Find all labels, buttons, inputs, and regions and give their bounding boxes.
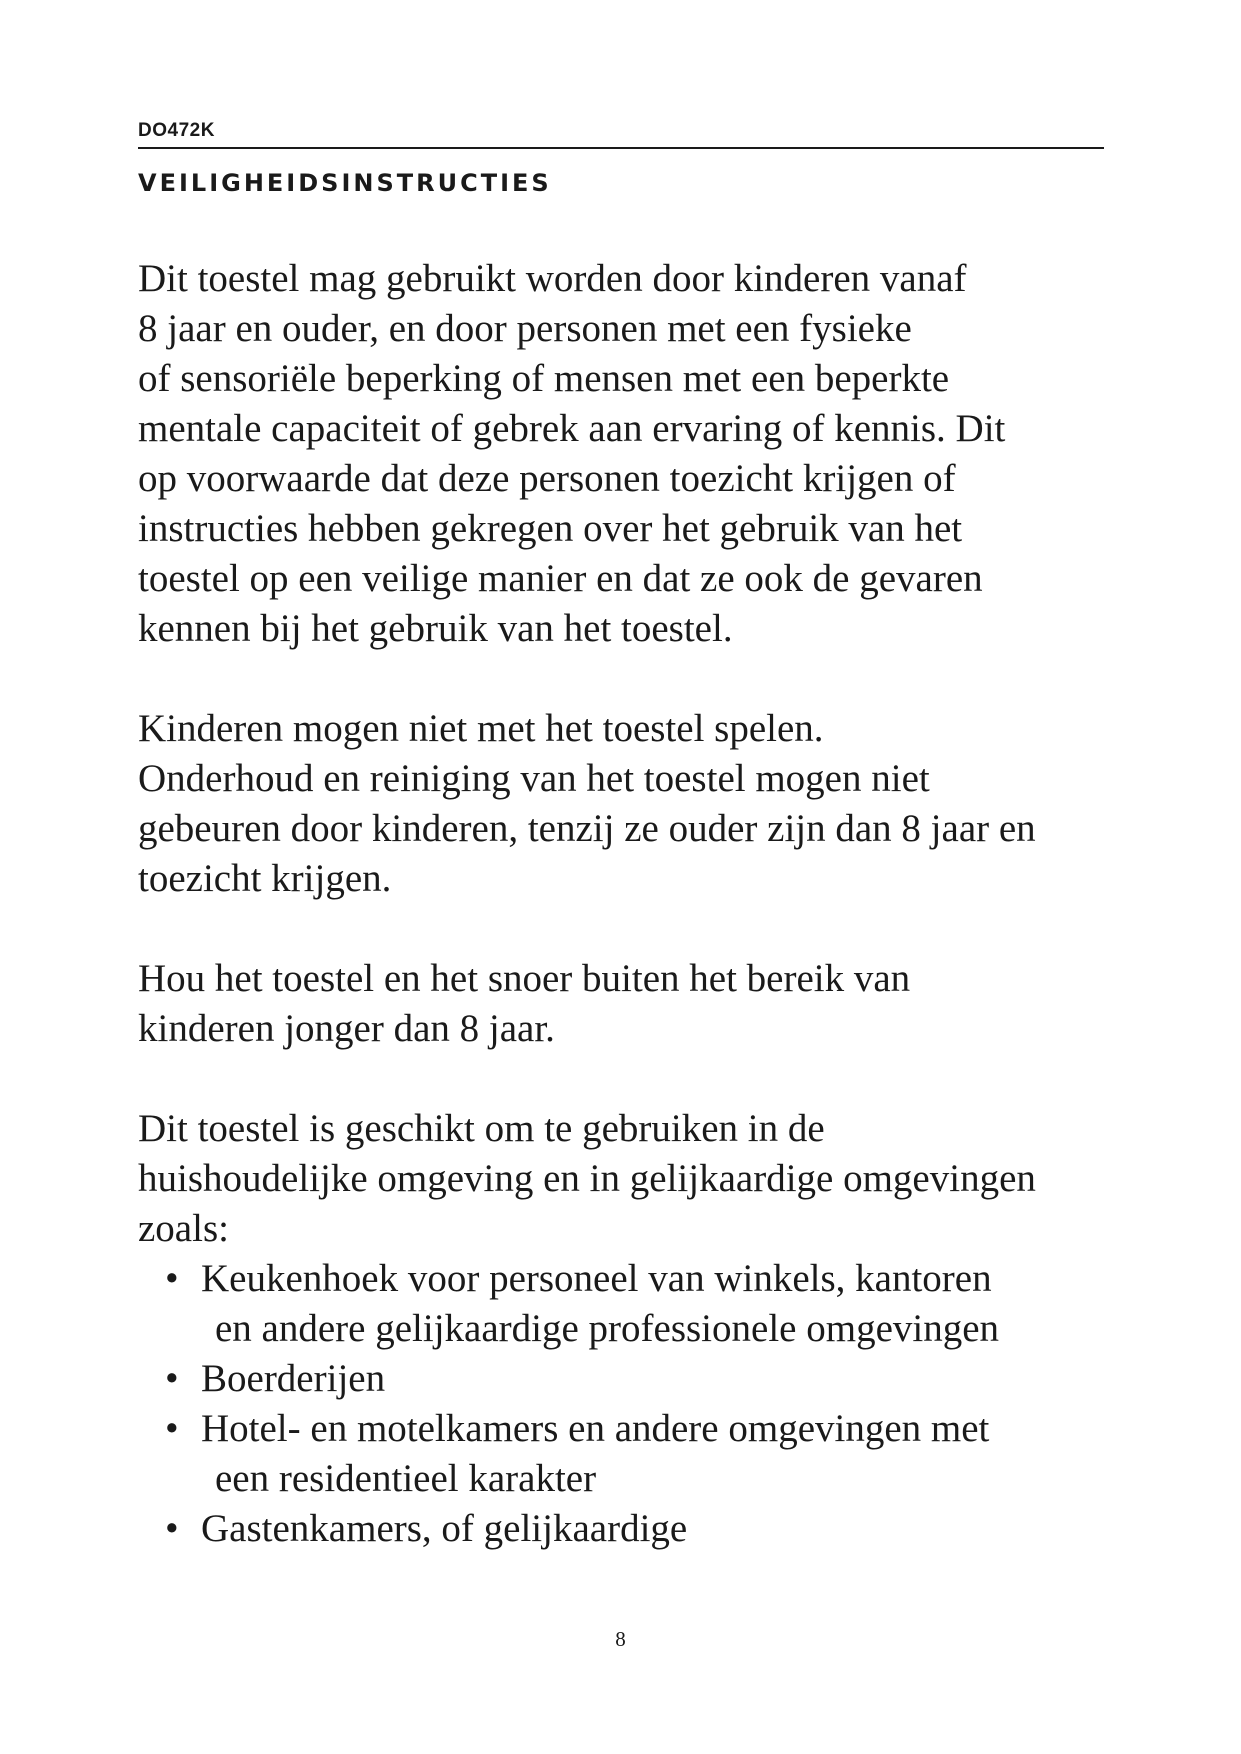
text-line: Hou het toestel en het snoer buiten het bereik van: [138, 957, 911, 1000]
text-line: of sensoriële beperking of mensen met een beperkte: [138, 357, 950, 400]
list-item: [138, 1404, 1118, 1504]
text-line: toezicht krijgen.: [138, 857, 392, 900]
model-number: DO472K: [138, 120, 215, 141]
page-title: veiligheidsinstructies: [138, 160, 552, 200]
text-line: gebeuren door kinderen, tenzij ze ouder zijn dan 8 jaar en: [138, 807, 1036, 850]
text-line: Dit toestel mag gebruikt worden door kinderen vanaf: [138, 257, 967, 300]
instructions-body: [138, 254, 1118, 1554]
text-line: toestel op een veilige manier en dat ze ook de gevaren: [138, 557, 983, 600]
bullet-icon: •: [165, 1507, 179, 1550]
text-line: Boerderijen: [201, 1357, 386, 1400]
list-item: [138, 1354, 1118, 1404]
paragraph-environments: [138, 1104, 1118, 1254]
bullet-icon: •: [165, 1407, 179, 1450]
text-line: en andere gelijkaardige professionele omgevingen: [215, 1307, 1000, 1350]
text-line: een residentieel karakter: [215, 1457, 597, 1500]
text-line: kennen bij het gebruik van het toestel.: [138, 607, 733, 650]
text-line: Hotel- en motelkamers en andere omgevingen met: [201, 1407, 990, 1450]
text-line: zoals:: [138, 1207, 229, 1250]
text-line: instructies hebben gekregen over het gebruik van het: [138, 507, 963, 550]
text-line: kinderen jonger dan 8 jaar.: [138, 1007, 555, 1050]
text-line: Onderhoud en reiniging van het toestel mogen niet: [138, 757, 930, 800]
paragraph-usage-restrictions: [138, 254, 1118, 654]
text-line: huishoudelijke omgeving en in gelijkaardige omgevingen: [138, 1157, 1036, 1200]
list-item: [138, 1254, 1118, 1354]
text-line: Kinderen mogen niet met het toestel spelen.: [138, 707, 824, 750]
text-line: Keukenhoek voor personeel van winkels, kantoren: [201, 1257, 992, 1300]
environment-list: [138, 1254, 1118, 1554]
bullet-icon: •: [165, 1257, 179, 1300]
text-line: op voorwaarde dat deze personen toezicht krijgen of: [138, 457, 956, 500]
list-item: [138, 1504, 1118, 1554]
bullet-icon: •: [165, 1357, 179, 1400]
paragraph-cord: [138, 954, 1118, 1054]
header-divider: [138, 147, 1104, 149]
text-line: 8 jaar en ouder, en door personen met een fysieke: [138, 307, 912, 350]
text-line: Dit toestel is geschikt om te gebruiken in de: [138, 1107, 825, 1150]
paragraph-children: [138, 704, 1118, 904]
page-number: 8: [615, 1627, 626, 1651]
text-line: Gastenkamers, of gelijkaardige: [201, 1507, 688, 1550]
text-line: mentale capaciteit of gebrek aan ervaring of kennis. Dit: [138, 407, 1006, 450]
